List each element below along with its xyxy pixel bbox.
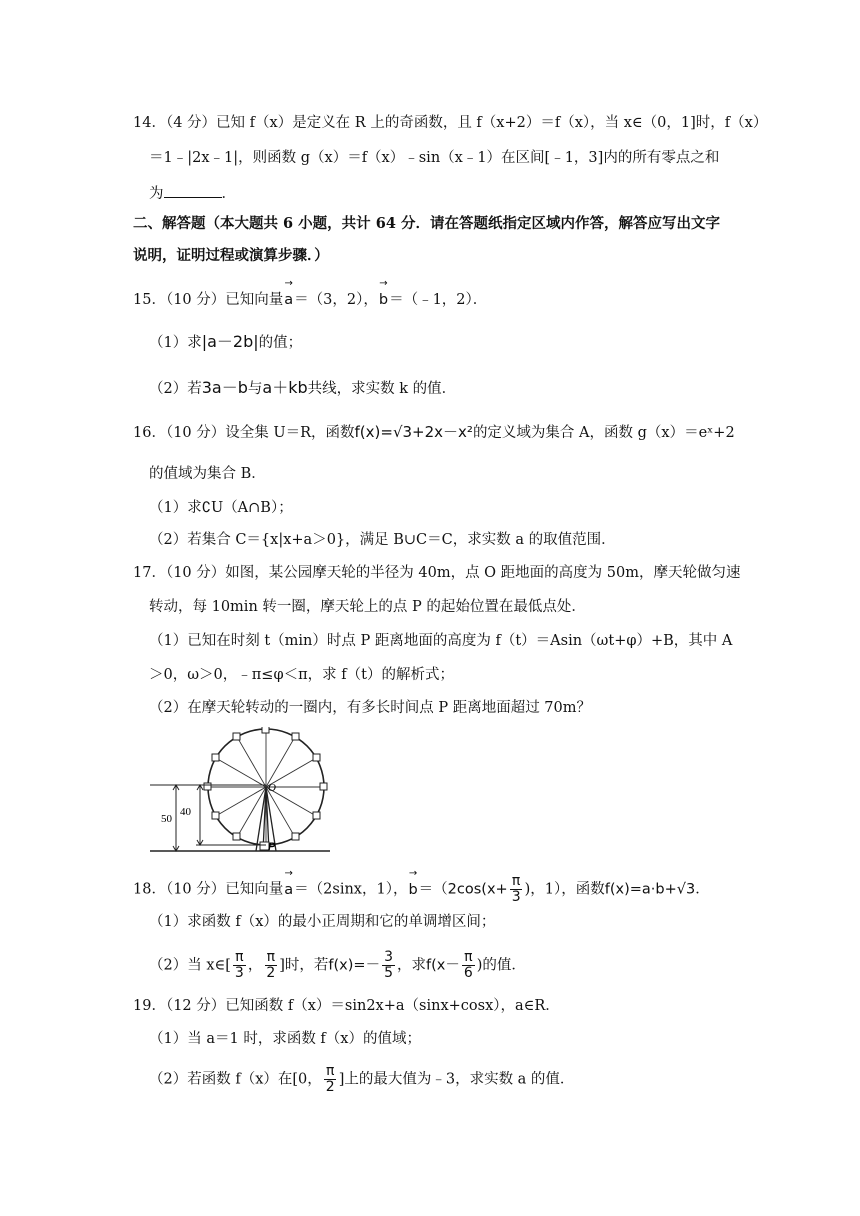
q19-p2-prefix: （2）若函数 f（x）在[0， [149,1071,322,1088]
q16-stem-suffix: 的定义域为集合 A，函数 g（x）＝eˣ+2 [472,425,735,441]
q15-p2-prefix: （2）若 [149,381,202,397]
section2-heading-line2: 说明，证明过程或演算步骤．） [133,247,329,264]
label-50: 50 [161,813,172,825]
q14-line3-prefix: 为 [149,186,164,202]
q16-part1: （1）求∁U（A∩B）； [149,500,293,516]
ferris-wheel-figure [150,727,332,857]
fraction-pi-over-3: $\frac{\pi}{3}$ [511,873,521,905]
q15-p2-suffix: 共线，求实数 k 的值． [307,381,457,397]
q18-stem-a-val: ＝（2sinx，1）， [294,881,408,898]
q17-line2: 转动，每 10min 转一圈，摩天轮上的点 P 的起始位置在最低点处． [149,599,586,615]
q15-p2-mid: 与 [247,381,263,397]
label-o: O [268,782,276,794]
label-40: 40 [180,806,191,818]
answer-blank [164,183,222,198]
q18-stem-b-post: )，1），函数 [524,881,605,898]
q19-stem: 19．（12 分）已知函数 f（x）＝sin2x+a（sinx+cosx），a∈R． [133,998,560,1014]
q19-part2 [149,1064,574,1095]
q15-stem-mid: ＝（3，2）， [294,292,378,308]
q14-line3-suffix: ． [221,186,236,202]
q14-line2: ＝1﹣|2x﹣1|，则函数 g（x）＝f（x）﹣sin（x﹣1）在区间[﹣1，3]内的所有零点之和 [149,150,720,166]
fraction-pi-over-3: $\frac{\pi}{3}$ [234,949,244,981]
q15-p1-prefix: （1）求 [149,335,202,351]
q17-line1: 17．（10 分）如图，某公园摩天轮的半径为 40m，点 O 距地面的高度为 50m，摩天轮做匀速 [133,565,741,581]
q15-part2 [149,378,456,399]
q15-p1-expr: |a－2b| [201,332,259,351]
q15-stem [133,290,487,310]
q14-line3 [149,183,236,204]
q18-stem-b-pre: ＝（ [418,881,448,898]
q16-line2: 的值域为集合 B． [149,466,266,482]
q18-part2: （2）当 x∈[ $\frac{\pi}{3}$ ， $\frac{\pi}{2}$ ]时，若f(x)=－ $\frac{3}{5}$ ，求f(x－ $\frac{\pi}{6}$ )的值． [149,949,526,981]
q16-func-f: f(x)=√3+2x－x² [354,423,473,441]
q15-part1 [149,332,302,353]
q16-stem [133,422,735,443]
q18-fx-expr: f(x)=－ [328,957,381,974]
q17-part1-line1: （1）已知在时刻 t（min）时点 P 距离地面的高度为 f（t）＝Asin（ωt+φ）+B，其中 A [149,633,733,649]
q19-p2-suffix: ]上的最大值为﹣3，求实数 a 的值． [338,1071,575,1088]
q18-fx2-expr: f(x－ [426,957,460,974]
q18-p2-prefix: （2）当 x∈[ [149,957,231,974]
q15-stem-suffix: ＝（﹣1，2）． [389,292,488,308]
q18-stem-end: ． [695,881,710,898]
fraction-pi-over-6: $\frac{\pi}{6}$ [463,949,473,981]
section2-heading-line1: 二、解答题（本大题共 6 小题，共计 64 分．请在答题纸指定区域内作答，解答应写出文字 [133,215,720,232]
q15-p2-expr1: 3a－b [201,378,248,397]
q18-cos-expr: 2cos(x+ [447,881,508,898]
vector-b: → b [407,880,418,900]
wheel-cabins [204,727,327,840]
q15-p1-suffix: 的值； [258,335,303,351]
q14-line1: 14．（4 分）已知 f（x）是定义在 R 上的奇函数，且 f（x+2）＝f（x），当 x∈（0，1]时，f（x） [133,115,768,131]
fraction-3-over-5: $\frac{3}{5}$ [384,949,393,981]
fraction-pi-over-2: $\frac{\pi}{2}$ [325,1063,335,1095]
vector-b: → b [378,290,389,310]
vector-a: → a [283,880,294,900]
q15-p2-expr2: a＋kb [262,378,308,397]
q17-part1-line2: ＞0，ω＞0，﹣π≤φ＜π，求 f（t）的解析式； [149,667,454,683]
vector-a: → a [283,290,294,310]
q19-part1: （1）当 a＝1 时，求函数 f（x）的值域； [149,1031,421,1047]
q16-stem-prefix: 16．（10 分）设全集 U＝R，函数 [133,425,355,441]
q16-part2: （2）若集合 C＝{x|x+a＞0}，满足 B∪C＝C，求实数 a 的取值范围． [149,532,616,548]
q18-part1: （1）求函数 f（x）的最小正周期和它的单调增区间； [149,914,496,930]
fraction-pi-over-2: $\frac{\pi}{2}$ [266,949,276,981]
q18-stem [133,874,710,905]
q18-func-f: f(x)=a·b+√3 [604,881,696,898]
q18-stem-prefix: 18．（10 分）已知向量 [133,881,284,898]
label-p: P [268,841,276,853]
q15-stem-prefix: 15．（10 分）已知向量 [133,292,284,308]
q17-part2: （2）在摩天轮转动的一圈内，有多长时间点 P 距离地面超过 70m？ [149,700,592,716]
